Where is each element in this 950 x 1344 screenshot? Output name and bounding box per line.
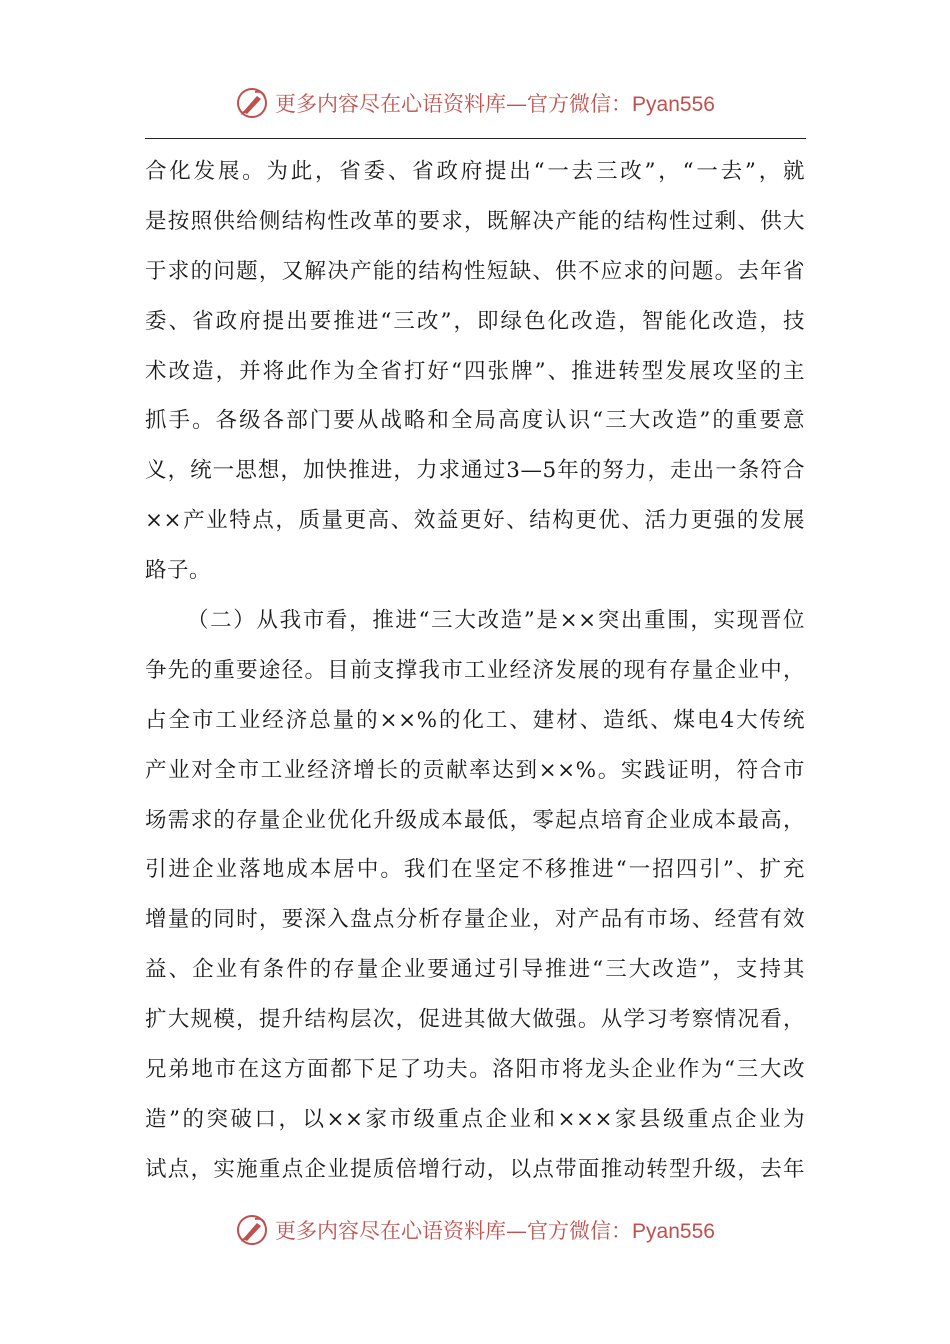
text-line: 占全市工业经济总量的××%的化工、建材、造纸、煤电4大传统 — [145, 707, 805, 733]
text-line: 路子。 — [145, 558, 212, 584]
document-body — [145, 147, 805, 1195]
header-wechat-id: Pyan556 — [632, 93, 715, 116]
text-line: （二）从我市看，推进“三大改造”是××突出重围，实现晋位 — [187, 608, 805, 634]
text-line: ××产业特点，质量更高、效益更好、结构更优、活力更强的发展 — [145, 508, 805, 534]
header-banner-text — [275, 88, 715, 118]
text-line: 抓手。各级各部门要从战略和全局高度认识“三大改造”的重要意 — [145, 408, 805, 434]
footer-banner-text — [275, 1215, 715, 1245]
pen-logo-icon — [235, 86, 269, 120]
text-line: 引进企业落地成本居中。我们在坚定不移推进“一招四引”、扩充 — [145, 857, 805, 883]
text-line: 兄弟地市在这方面都下足了功夫。洛阳市将龙头企业作为“三大改 — [145, 1057, 805, 1083]
footer-wechat-label: 官方微信： — [527, 1219, 633, 1243]
header-banner — [0, 83, 950, 123]
text-line: 扩大规模，提升结构层次，促进其做大做强。从学习考察情况看， — [145, 1007, 805, 1033]
text-line: 益、企业有条件的存量企业要通过引导推进“三大改造”，支持其 — [145, 957, 805, 983]
header-wechat-label: 官方微信： — [527, 92, 633, 116]
footer-banner-dash: — — [506, 1219, 528, 1243]
header-divider — [145, 138, 806, 139]
text-line: 义，统一思想，加快推进，力求通过3—5年的努力，走出一条符合 — [145, 458, 805, 484]
text-line: 产业对全市工业经济增长的贡献率达到××%。实践证明，符合市 — [145, 757, 805, 783]
header-banner-title: 更多内容尽在心语资料库 — [275, 92, 507, 116]
pen-logo-icon — [235, 1213, 269, 1247]
header-banner-dash: — — [506, 92, 528, 116]
text-line: 委、省政府提出要推进“三改”，即绿色化改造，智能化改造，技 — [145, 308, 805, 334]
footer-wechat-id: Pyan556 — [632, 1220, 715, 1243]
text-line: 是按照供给侧结构性改革的要求，既解决产能的结构性过剩、供大 — [145, 208, 805, 234]
text-line: 争先的重要途径。目前支撑我市工业经济发展的现有存量企业中， — [145, 657, 805, 683]
paragraph-2 — [145, 596, 805, 1195]
text-line: 试点，实施重点企业提质倍增行动，以点带面推动转型升级，去年 — [145, 1156, 805, 1182]
text-line: 增量的同时，要深入盘点分析存量企业，对产品有市场、经营有效 — [145, 907, 805, 933]
text-line: 术改造，并将此作为全省打好“四张牌”、推进转型发展攻坚的主 — [145, 358, 805, 384]
text-line: 合化发展。为此，省委、省政府提出“一去三改”，“一去”，就 — [145, 159, 805, 184]
text-line: 场需求的存量企业优化升级成本最低，零起点培育企业成本最高， — [145, 807, 805, 833]
paragraph-1 — [145, 147, 805, 596]
text-line: 造”的突破口，以××家市级重点企业和×××家县级重点企业为 — [145, 1106, 805, 1132]
footer-banner — [0, 1210, 950, 1250]
footer-banner-title: 更多内容尽在心语资料库 — [275, 1219, 507, 1243]
text-line: 于求的问题，又解决产能的结构性短缺、供不应求的问题。去年省 — [145, 258, 805, 284]
